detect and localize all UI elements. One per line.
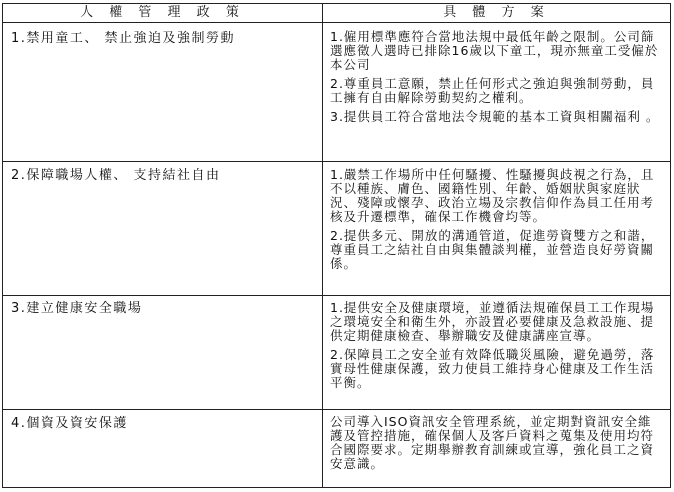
header-policy: 人 權 管 理 政 策 <box>80 5 245 20</box>
row-divider <box>3 409 670 410</box>
plan-item: 1.提供安全及健康環境，並遵循法規確保員工工作現場之環境安全和衛生外，亦設置必要健康及急救設施、提供定期健康檢查、舉辦職安及健康講座宣導。 <box>330 300 655 343</box>
plan-item: 2.尊重員工意願，禁止任何形式之強迫與強制勞動，員工擁有自由解除勞動契約之權利。 <box>330 76 655 105</box>
policy-cell: 4.個資及資安保護 <box>11 416 128 431</box>
plan-item: 1.嚴禁工作場所中任何騷擾、性騷擾與歧視之行為，且不以種族、膚色、國籍性別、年齡、婚姻狀與家庭狀況、殘障或懷孕、政治立場及宗教信仰作為員工任用考核及升遷標準，確保工作機會均等。 <box>330 167 655 224</box>
plan-item: 2.提供多元、開放的溝通管道，促進勞資雙方之和諧，尊重員工之結社自由與集體談判權，並營造良好勞資關係。 <box>330 228 655 271</box>
policy-cell: 1.禁用童工、 禁止強迫及強制勞動 <box>11 31 236 46</box>
plan-cell <box>330 168 664 276</box>
policy-cell: 2.保障職場人權、 支持結社自由 <box>11 168 221 183</box>
policy-table <box>2 3 671 488</box>
plan-item: 公司導入ISO資訊安全管理系統，並定期對資訊安全維護及管控措施，確保個人及客戶資料之蒐集及使用均符合國際要求。定期舉辦教育訓練或宣導，強化員工之資安意識。 <box>330 414 655 471</box>
plan-item: 1.僱用標準應符合當地法規中最低年齡之限制。公司篩選應徵人選時已排除16歲以下童工，現亦無童工受僱於本公司 <box>330 29 659 72</box>
plan-item: 2.保障員工之安全並有效降低職災風險，避免過勞，落實母性健康保護，致力使員工維持身心健康及工作生活平衡。 <box>330 347 655 390</box>
plan-cell <box>330 301 664 395</box>
header-row-divider <box>3 22 670 23</box>
header-plan: 具 體 方 案 <box>443 5 550 20</box>
plan-item: 3.提供員工符合當地法令規範的基本工資與相關福利 。 <box>330 109 660 124</box>
row-divider <box>3 295 670 296</box>
plan-cell <box>330 415 664 476</box>
column-divider <box>322 4 323 487</box>
policy-cell: 3.建立健康安全職場 <box>11 301 143 316</box>
row-divider <box>3 161 670 162</box>
plan-cell <box>330 30 664 129</box>
